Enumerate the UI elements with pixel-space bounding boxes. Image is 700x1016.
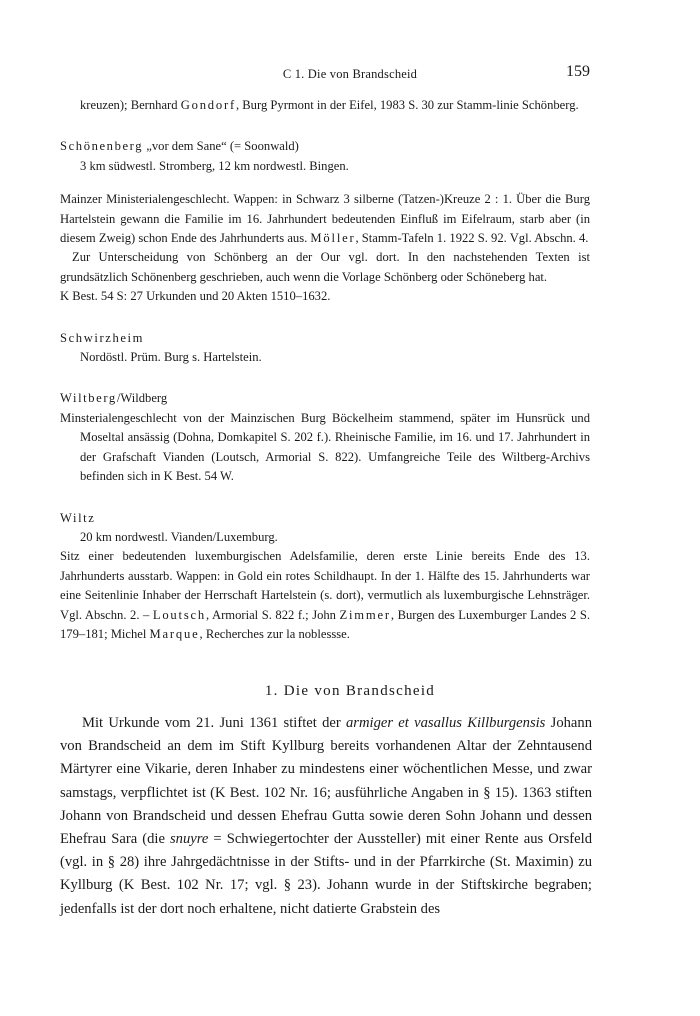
entry-lemma: Schönenberg <box>60 139 144 154</box>
section-body <box>60 712 592 921</box>
entry-location: 3 km südwestl. Stromberg, 12 km nordwestl. Bingen. <box>80 158 349 173</box>
entry-lemma-rest: „vor dem Sane“ (= Soonwald) <box>143 139 299 154</box>
entry-heading <box>60 389 590 408</box>
intro-text-a: kreuzen); Bernhard <box>80 98 181 112</box>
section-title: 1. Die von Brandscheid <box>264 683 436 699</box>
entry-description-a: Mainzer Ministerialengeschlecht. Wappen: in Schwarz 3 silberne (Tatzen-)Kreuze 2 : 1. Über die Burg Hartelstein gewann die Familie im 16. Jahrhundert bedeutenden Einfluß im Eifelraum, starb aber (in diesem Zweig) schon Ende des Jahrhunderts aus. <box>60 192 590 246</box>
entry-wiltberg <box>60 389 590 486</box>
paragraph-text-b: Johann von Brandscheid an dem im Stift Kyllburg bereits vorhandenen Altar der Zehntausend Märtyrer eine Vikarie, deren Inhaber zu mindestens einer wöchentlichen Messe, und zwar samstags, verpflichtet ist (K Best. 102 Nr. 16; ausführliche Angaben in § 15). 1363 stiften Johann von Brandscheid und dessen Ehefrau Gutta sowie deren Sohn Johann und dessen Ehefrau Sara (die <box>60 715 592 848</box>
page-number: 159 <box>566 63 590 80</box>
latin-word: snuyre <box>169 831 209 848</box>
entry-location: Nordöstl. Prüm. Burg s. Hartelstein. <box>80 350 262 365</box>
entry-archive: K Best. 54 S: 27 Urkunden und 20 Akten 1510–1632. <box>60 289 331 304</box>
latin-phrase: armiger et vasallus Killburgensis <box>346 715 546 731</box>
entry-schoenenberg <box>60 137 590 306</box>
entry-description-d: , Recherches zur la noblessse. <box>199 626 350 641</box>
paragraph-text-c: = Schwiegertochter der Aussteller) mit einer Rente aus Orsfeld (vgl. in § 28) ihre Jahrgedächtnisse in der Stifts- und in der Pfarrkirche (St. Maximin) zu Kyllburg (K Best. 102 Nr. 17; vgl. § 23). Johann wurde in der Stiftskirche begraben; jedenfalls ist der dort noch erhaltene, nicht datierte Grabstein des <box>60 831 592 917</box>
entry-description-c: , Burgen des Luxemburger Landes 2 S. 179–181; Michel <box>60 607 590 641</box>
author-loutsch: Loutsch <box>152 607 207 622</box>
author-zimmer: Zimmer <box>339 607 391 622</box>
entry-lemma: Wiltberg <box>60 391 117 406</box>
entry-description: Minsterialengeschlecht von der Mainzischen Burg Böckelheim stammend, später im Hunsrück und Moseltal ansässig (Dohna, Domkapitel S. 202 f.). Rheinische Familie, im 16. und 17. Jahrhundert in der Grafschaft Vianden (Loutsch, Armorial S. 822). Umfangreiche Teile des Wiltberg-Archivs befinden sich in K Best. 54 W. <box>60 410 590 484</box>
intro-continuation <box>60 96 590 115</box>
section-paragraph <box>60 712 592 921</box>
author-marque: Marque <box>149 626 200 641</box>
entry-description <box>60 547 590 644</box>
author-gondorf: Gondorf <box>180 98 236 112</box>
entry-note: Zur Unterscheidung von Schönberg an der Our vgl. dort. In den nachstehenden Texten ist grundsätzlich Schönenberg geschrieben, auch wenn die Vorlage Schönberg oder Schöneberg hat. <box>60 250 590 284</box>
entry-description-b: , Armorial S. 822 f.; John <box>206 607 340 622</box>
register-entries <box>60 96 590 644</box>
entry-description <box>60 190 590 248</box>
entry-lemma: Schwirzheim <box>60 330 145 345</box>
entry-location: 20 km nordwestl. Vianden/Luxemburg. <box>80 529 278 544</box>
entry-wiltz <box>60 509 590 645</box>
author-moeller: Möller <box>310 231 356 246</box>
entry-heading <box>60 137 590 156</box>
paragraph-text-a: Mit Urkunde vom 21. Juni 1361 stiftet der <box>82 715 346 731</box>
entry-lemma-rest: /Wildberg <box>116 391 168 406</box>
running-head: C 1. Die von Brandscheid <box>282 67 418 81</box>
entry-description-a: Sitz einer bedeutenden luxemburgischen Adelsfamilie, deren erste Linie bereits Ende des 13. Jahrhunderts ausstarb. Wappen: in Gold ein rotes Schildhaupt. In der 1. Hälfte des 15. Jahrhunderts war eine Seitenlinie Inhaber der Herrschaft Hartelstein (s. dort), vermutlich als luxemburgische Lehnsträger. Vgl. Abschn. 2. – <box>60 549 590 622</box>
entry-description-b: , Stamm-Tafeln 1. 1922 S. 92. Vgl. Abschn. 4. <box>355 231 589 246</box>
entry-lemma: Wiltz <box>60 510 96 525</box>
intro-text-b: , Burg Pyrmont in der Eifel, 1983 S. 30 zur Stamm-linie Schönberg. <box>235 98 579 112</box>
entry-schwirzheim <box>60 329 590 368</box>
